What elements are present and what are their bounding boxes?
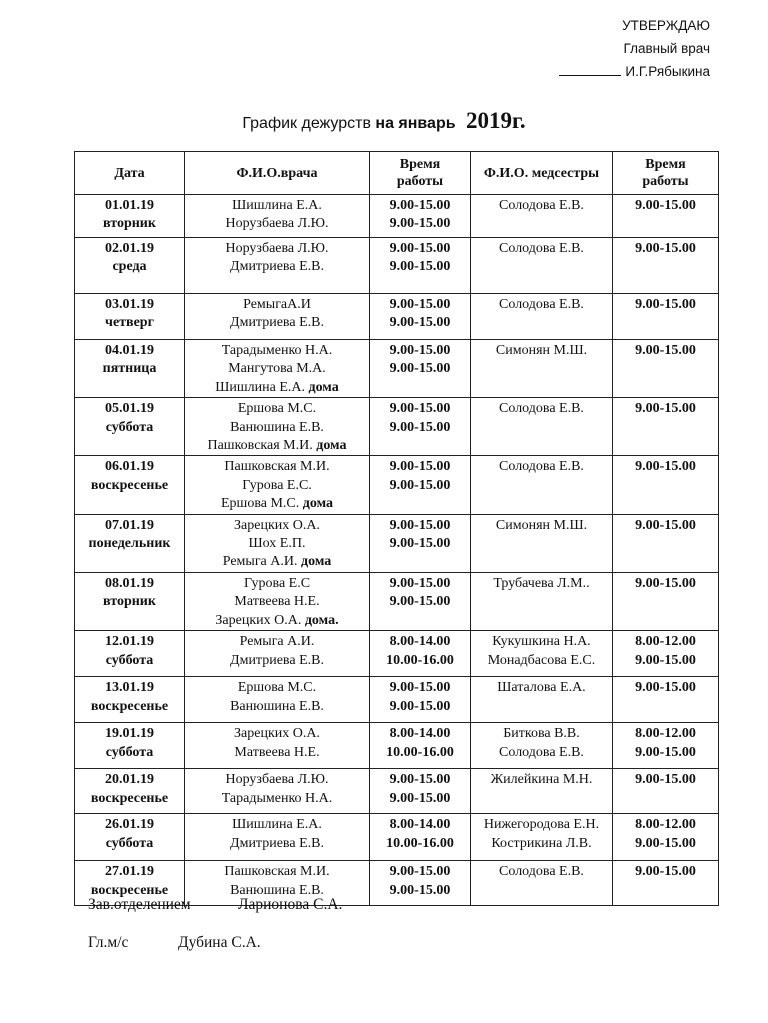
- doctor-name: Мангутова М.А.: [228, 361, 326, 377]
- approver-name: И.Г.Рябыкина: [625, 64, 710, 79]
- doctor-entry: [185, 240, 369, 258]
- nurses-cell: [471, 398, 613, 456]
- nurse-name: Шаталова Е.А.: [497, 680, 586, 696]
- nurse-shift-time: 9.00-15.00: [635, 680, 696, 696]
- nurses-cell: [471, 456, 613, 514]
- doctor-name: Ванюшина Е.В.: [230, 698, 324, 714]
- doctor-shift-time: 9.00-15.00: [389, 698, 451, 714]
- doctor-shift-time: 9.00-15.00: [389, 241, 451, 256]
- doctor-name: Зарецких О.А.: [234, 726, 320, 742]
- doctor-name: Ванюшина Е.В.: [230, 419, 324, 435]
- table-row: [75, 398, 719, 456]
- doctor-name: Матвеева Н.Е.: [234, 594, 320, 610]
- doctor-entry: [185, 517, 369, 535]
- doctor-name: Тарадыменко Н.А.: [221, 343, 333, 358]
- doctor-entry: [185, 771, 369, 789]
- doctor-time-cell: [370, 769, 471, 814]
- doctor-entry: [185, 679, 369, 697]
- table-row: [75, 572, 719, 630]
- nurses-cell: [471, 238, 613, 294]
- doctor-entry: [185, 652, 369, 670]
- table-header-row: [75, 152, 719, 195]
- date-cell: [75, 294, 185, 340]
- nurse-shift-time: 9.00-15.00: [635, 343, 696, 358]
- doctor-name: Пашковская М.И.: [207, 438, 313, 454]
- date-cell: [75, 631, 185, 677]
- doctor-name: Дмитриева Е.В.: [230, 259, 324, 275]
- approve-label: УТВЕРЖДАЮ: [622, 18, 710, 33]
- date-cell: [75, 340, 185, 398]
- doctor-entry: [185, 744, 369, 762]
- schedule-body: [75, 195, 719, 906]
- nurse-shift-time: 8.00-12.00: [635, 817, 696, 833]
- doctor-shift-time: 9.00-15.00: [389, 419, 451, 435]
- doctor-entry: [185, 725, 369, 743]
- date-value: 07.01.19: [105, 517, 154, 533]
- nurse-name: Солодова Е.В.: [499, 401, 584, 417]
- weekday: суббота: [105, 744, 154, 760]
- doctor-entry: [185, 816, 369, 834]
- date-value: 06.01.19: [105, 459, 154, 475]
- doctor-name: Шишлина Е.А.: [232, 817, 322, 833]
- doctor-name: Пашковская М.И.: [224, 459, 330, 475]
- doctor-time-cell: [370, 631, 471, 677]
- nurse-shift-time: 9.00-15.00: [635, 652, 696, 668]
- doctor-entry: [185, 197, 369, 215]
- signature-head-nurse: [88, 934, 261, 952]
- doctor-name: Дмитриева Е.В.: [230, 835, 324, 851]
- date-value: 13.01.19: [105, 680, 154, 696]
- nurse-name: Кострикина Л.В.: [491, 835, 592, 851]
- table-row: [75, 238, 719, 294]
- doctor-entry: [185, 314, 369, 332]
- doctor-name: Тарадыменко Н.А.: [221, 790, 333, 806]
- date-cell: [75, 238, 185, 294]
- doctor-name: Дмитриева Е.В.: [230, 315, 324, 331]
- table-row: [75, 340, 719, 398]
- nurse-time-cell: [613, 723, 719, 769]
- home-duty-note: дома: [316, 438, 347, 454]
- date-value: 27.01.19: [105, 864, 154, 880]
- date-cell: [75, 398, 185, 456]
- signature-role: Зав.отделением: [88, 896, 191, 913]
- doctor-name: Шох Е.П.: [248, 536, 306, 552]
- weekday: вторник: [103, 216, 156, 232]
- date-value: 02.01.19: [105, 241, 154, 256]
- header-time-line-2: работы: [396, 174, 444, 189]
- header-doctors: Ф.И.О.врача: [185, 152, 370, 195]
- doctor-name: Норузбаева Л.Ю.: [225, 241, 329, 256]
- doctor-entry: [185, 553, 369, 571]
- date-value: 01.01.19: [105, 198, 154, 213]
- nurse-name: Симонян М.Ш.: [495, 517, 588, 533]
- weekday: суббота: [105, 419, 154, 435]
- date-value: 04.01.19: [105, 343, 154, 358]
- date-cell: [75, 572, 185, 630]
- weekday: понедельник: [88, 536, 171, 552]
- date-cell: [75, 814, 185, 861]
- nurses-cell: [471, 195, 613, 238]
- date-value: 20.01.19: [105, 772, 154, 788]
- doctor-name: Ершова М.С.: [237, 401, 317, 417]
- header-ntime-line-2: работы: [642, 174, 689, 189]
- doctor-name: Шишлина Е.А.: [232, 198, 322, 213]
- nurses-cell: [471, 861, 613, 906]
- doctor-shift-time: 8.00-14.00: [389, 726, 451, 742]
- doctor-entry: [185, 400, 369, 418]
- doctor-entry: [185, 575, 369, 593]
- doctor-shift-time: 9.00-15.00: [389, 216, 451, 232]
- nurse-name: Солодова Е.В.: [499, 297, 584, 312]
- header-doctor-time: [370, 152, 471, 195]
- doctor-time-cell: [370, 398, 471, 456]
- weekday: воскресенье: [90, 882, 169, 898]
- nurse-shift-time: 9.00-15.00: [635, 198, 696, 213]
- doctors-cell: [185, 723, 370, 769]
- table-row: [75, 514, 719, 572]
- table-row: [75, 631, 719, 677]
- doctor-entry: [185, 342, 369, 360]
- doctor-shift-time: 9.00-15.00: [389, 459, 451, 475]
- doctors-cell: [185, 195, 370, 238]
- home-duty-note: дома.: [304, 612, 339, 628]
- date-cell: [75, 195, 185, 238]
- date-cell: [75, 723, 185, 769]
- nurse-time-cell: [613, 861, 719, 906]
- doctor-time-cell: [370, 723, 471, 769]
- nurses-cell: [471, 572, 613, 630]
- doctor-name: Пашковская М.И.: [224, 864, 330, 880]
- title-month: на январь: [375, 115, 456, 132]
- doctor-entry: [185, 437, 369, 455]
- nurses-cell: [471, 340, 613, 398]
- nurses-cell: [471, 677, 613, 723]
- doctor-entry: [185, 458, 369, 476]
- doctor-entry: [185, 419, 369, 437]
- doctor-entry: [185, 296, 369, 314]
- doctor-entry: [185, 612, 369, 630]
- date-value: 08.01.19: [105, 575, 154, 591]
- nurse-time-cell: [613, 195, 719, 238]
- table-row: [75, 294, 719, 340]
- nurse-time-cell: [613, 677, 719, 723]
- signature-role: Гл.м/с: [88, 934, 129, 951]
- approval-block: [559, 14, 710, 83]
- doctor-entry: [185, 790, 369, 808]
- nurse-shift-time: 8.00-12.00: [635, 634, 696, 650]
- nurse-time-cell: [613, 572, 719, 630]
- header-date: Дата: [75, 152, 185, 195]
- doctors-cell: [185, 238, 370, 294]
- doctor-name: Ершова М.С.: [237, 680, 317, 696]
- doctor-shift-time: 9.00-15.00: [389, 575, 451, 591]
- doctor-shift-time: 9.00-15.00: [389, 401, 451, 417]
- doctor-shift-time: 9.00-15.00: [389, 315, 451, 331]
- doctor-name: Ершова М.С.: [220, 496, 300, 512]
- nurse-name: Солодова Е.В.: [499, 241, 584, 256]
- doctor-entry: [185, 698, 369, 716]
- doctor-shift-time: 9.00-15.00: [389, 882, 451, 898]
- table-row: [75, 769, 719, 814]
- doctor-name: Матвеева Н.Е.: [234, 744, 320, 760]
- doctors-cell: [185, 572, 370, 630]
- nurse-shift-time: 9.00-15.00: [635, 835, 696, 851]
- title-year: 2019г.: [466, 108, 526, 133]
- nurse-name: Солодова Е.В.: [499, 744, 584, 760]
- nurse-name: Биткова В.В.: [503, 726, 580, 742]
- nurse-shift-time: 9.00-15.00: [635, 575, 696, 591]
- weekday: пятница: [102, 361, 157, 377]
- doctor-shift-time: 9.00-15.00: [389, 517, 451, 533]
- nurse-shift-time: 9.00-15.00: [635, 241, 696, 256]
- doctor-shift-time: 9.00-15.00: [389, 594, 451, 610]
- title-text: График дежурств: [242, 115, 371, 132]
- nurse-time-cell: [613, 631, 719, 677]
- doctors-cell: [185, 514, 370, 572]
- date-cell: [75, 677, 185, 723]
- doctor-time-cell: [370, 294, 471, 340]
- date-value: 26.01.19: [105, 817, 154, 833]
- approver-name-row: [559, 60, 710, 83]
- nurse-time-cell: [613, 238, 719, 294]
- doctor-shift-time: 9.00-15.00: [389, 259, 451, 275]
- date-value: 19.01.19: [105, 726, 154, 742]
- nurses-cell: [471, 723, 613, 769]
- doctor-shift-time: 8.00-14.00: [389, 817, 451, 833]
- header-nurse-time: [613, 152, 719, 195]
- nurse-time-cell: [613, 398, 719, 456]
- doctor-shift-time: 9.00-15.00: [389, 477, 451, 493]
- doctors-cell: [185, 294, 370, 340]
- nurse-time-cell: [613, 769, 719, 814]
- approver-position: Главный врач: [623, 41, 710, 56]
- doctor-shift-time: 9.00-15.00: [389, 198, 451, 213]
- nurse-shift-time: 8.00-12.00: [635, 726, 696, 742]
- nurse-time-cell: [613, 340, 719, 398]
- doctor-entry: [185, 258, 369, 276]
- signature-name: Дубина С.А.: [178, 934, 261, 951]
- doctor-time-cell: [370, 456, 471, 514]
- doctor-name: Гурова Е.С: [243, 575, 311, 591]
- nurse-shift-time: 9.00-15.00: [635, 744, 696, 760]
- doctor-name: Зарецких О.А.: [215, 612, 302, 628]
- doctor-entry: [185, 633, 369, 651]
- doctor-shift-time: 9.00-15.00: [389, 536, 451, 552]
- weekday: суббота: [105, 835, 154, 851]
- doctor-shift-time: 9.00-15.00: [389, 361, 451, 377]
- nurse-shift-time: 9.00-15.00: [635, 297, 696, 312]
- nurse-name: Трубачева Л.М..: [493, 575, 590, 591]
- doctors-cell: [185, 769, 370, 814]
- weekday: четверг: [105, 315, 154, 331]
- doctor-shift-time: 10.00-16.00: [386, 652, 454, 668]
- date-value: 03.01.19: [105, 297, 154, 312]
- header-time-line-1: Время: [399, 157, 441, 172]
- weekday: воскресенье: [90, 477, 169, 493]
- nurses-cell: [471, 514, 613, 572]
- doctor-name: Шишлина Е.А.: [215, 379, 305, 395]
- doctor-time-cell: [370, 238, 471, 294]
- nurse-name: Солодова Е.В.: [499, 864, 584, 880]
- nurse-name: Нижегородова Е.Н.: [483, 817, 600, 833]
- page-title: [0, 108, 768, 134]
- nurse-name: Монадбасова Е.С.: [487, 652, 596, 668]
- date-value: 12.01.19: [105, 634, 154, 650]
- nurse-time-cell: [613, 814, 719, 861]
- doctor-time-cell: [370, 677, 471, 723]
- home-duty-note: дома: [301, 554, 332, 570]
- header-nurses: Ф.И.О. медсестры: [471, 152, 613, 195]
- nurses-cell: [471, 631, 613, 677]
- table-row: [75, 195, 719, 238]
- header-ntime-line-1: Время: [645, 157, 686, 172]
- nurses-cell: [471, 769, 613, 814]
- home-duty-note: дома: [308, 379, 339, 395]
- doctor-name: Зарецких О.А.: [234, 517, 320, 533]
- nurse-shift-time: 9.00-15.00: [635, 517, 696, 533]
- doctor-name: Дмитриева Е.В.: [230, 652, 324, 668]
- weekday: вторник: [103, 594, 156, 610]
- doctor-time-cell: [370, 195, 471, 238]
- doctor-entry: [185, 477, 369, 495]
- nurse-name: Симонян М.Ш.: [495, 343, 588, 358]
- doctor-name: Ванюшина Е.В.: [230, 882, 324, 898]
- doctor-name: Ремыга А.И.: [222, 554, 298, 570]
- doctor-name: Ремыга А.И.: [239, 634, 315, 650]
- doctor-name: Норузбаева Л.Ю.: [225, 216, 329, 232]
- doctor-entry: [185, 835, 369, 853]
- doctor-name: Норузбаева Л.Ю.: [225, 772, 329, 788]
- nurse-time-cell: [613, 514, 719, 572]
- date-cell: [75, 456, 185, 514]
- table-row: [75, 723, 719, 769]
- doctors-cell: [185, 677, 370, 723]
- doctors-cell: [185, 814, 370, 861]
- doctor-time-cell: [370, 572, 471, 630]
- signature-line: [559, 62, 621, 76]
- table-row: [75, 677, 719, 723]
- signature-head-of-department: [88, 896, 342, 914]
- doctors-cell: [185, 631, 370, 677]
- nurse-name: Жилейкина М.Н.: [490, 772, 593, 788]
- doctor-entry: [185, 215, 369, 233]
- nurse-shift-time: 9.00-15.00: [635, 772, 696, 788]
- nurse-shift-time: 9.00-15.00: [635, 401, 696, 417]
- table-row: [75, 814, 719, 861]
- nurse-name: Кукушкина Н.А.: [492, 634, 591, 650]
- weekday: воскресенье: [90, 790, 169, 806]
- date-cell: [75, 769, 185, 814]
- doctor-time-cell: [370, 340, 471, 398]
- home-duty-note: дома: [302, 496, 334, 512]
- doctor-entry: [185, 535, 369, 553]
- doctor-shift-time: 9.00-15.00: [389, 343, 451, 358]
- doctor-shift-time: 8.00-14.00: [389, 634, 451, 650]
- doctor-shift-time: 10.00-16.00: [386, 744, 454, 760]
- doctor-entry: [185, 593, 369, 611]
- doctor-name: РемыгаА.И: [243, 297, 311, 312]
- duty-schedule-table: [74, 151, 719, 906]
- doctor-shift-time: 9.00-15.00: [389, 790, 451, 806]
- doctor-shift-time: 9.00-15.00: [389, 772, 451, 788]
- nurse-shift-time: 9.00-15.00: [635, 864, 696, 880]
- doctor-name: Гурова Е.С.: [242, 477, 312, 493]
- nurses-cell: [471, 294, 613, 340]
- nurses-cell: [471, 814, 613, 861]
- doctors-cell: [185, 340, 370, 398]
- doctor-entry: [185, 863, 369, 881]
- doctor-entry: [185, 360, 369, 378]
- doctor-entry: [185, 495, 369, 513]
- nurse-time-cell: [613, 456, 719, 514]
- signature-name: Ларионова С.А.: [238, 896, 343, 913]
- doctor-shift-time: 9.00-15.00: [389, 680, 451, 696]
- nurse-time-cell: [613, 294, 719, 340]
- doctor-entry: [185, 379, 369, 397]
- doctor-shift-time: 9.00-15.00: [389, 297, 451, 312]
- doctor-shift-time: 10.00-16.00: [386, 835, 454, 851]
- doctors-cell: [185, 456, 370, 514]
- nurse-name: Солодова Е.В.: [499, 459, 584, 475]
- doctor-time-cell: [370, 861, 471, 906]
- doctor-time-cell: [370, 514, 471, 572]
- weekday: воскресенье: [90, 698, 169, 714]
- date-value: 05.01.19: [105, 401, 154, 417]
- nurse-name: Солодова Е.В.: [499, 198, 584, 213]
- weekday: суббота: [105, 652, 154, 668]
- doctors-cell: [185, 398, 370, 456]
- date-cell: [75, 514, 185, 572]
- doctor-shift-time: 9.00-15.00: [389, 864, 451, 880]
- weekday: среда: [112, 259, 147, 275]
- table-row: [75, 456, 719, 514]
- nurse-shift-time: 9.00-15.00: [635, 459, 696, 475]
- doctor-time-cell: [370, 814, 471, 861]
